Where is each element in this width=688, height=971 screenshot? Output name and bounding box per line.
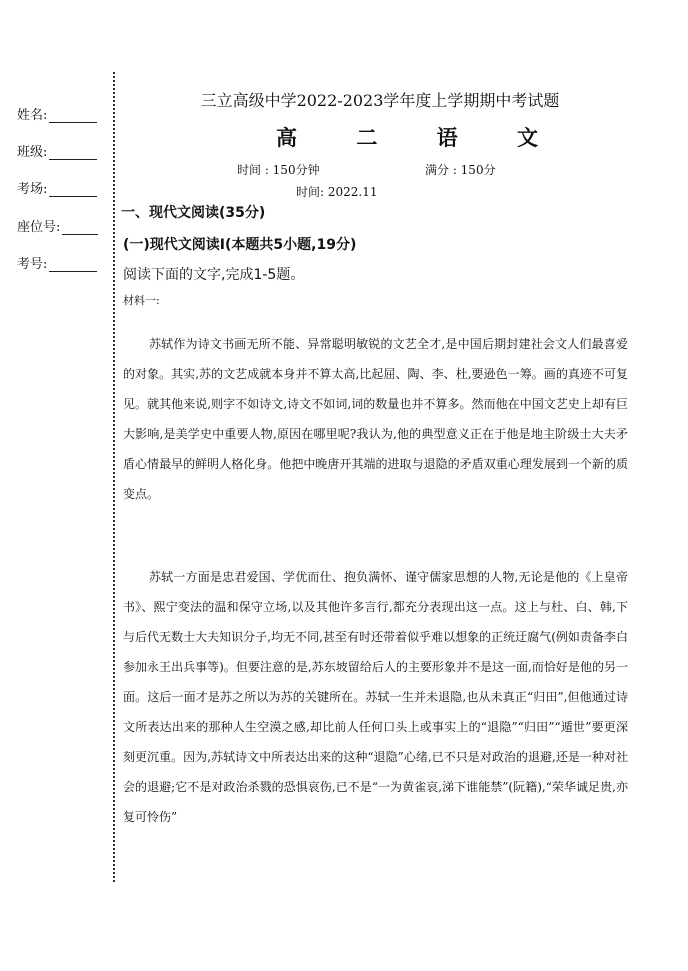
school-title: 三立高级中学2022-2023学年度上学期期中考试题 <box>200 91 560 110</box>
exam-date: 时间: 2022.11 <box>296 185 378 199</box>
subject-title: 高 二 语 文 <box>276 125 564 150</box>
material-label: 材料一: <box>123 294 160 307</box>
name-field[interactable] <box>17 104 97 123</box>
name-label: 姓名: <box>17 108 48 123</box>
section-heading: 一、现代文阅读(35分) <box>121 205 266 221</box>
time-limit: 时间 : 150分钟 <box>237 163 320 177</box>
exam-number-label: 考号: <box>17 257 48 272</box>
name-underline[interactable] <box>49 110 97 123</box>
paragraph-1: 苏轼作为诗文书画无所不能、异常聪明敏锐的文艺全才,是中国后期封建社会文人们最喜爱的对象。其实,苏的文艺成就本身并不算太高,比起屈、陶、李、杜,要逊色一筹。画的真迹不可复见。就其他来说,则字不如诗文,诗文不如词,词的数量也并不算多。然而他在中国文艺史上却有巨大影响,是美学史中重要人物,原因在哪里呢?我认为,他的典型意义正在于他是地主阶级士大夫矛盾心情最早的鲜明人格化身。他把中晚唐开其端的进取与退隐的矛盾双重心理发展到一个新的质变点。 <box>123 337 628 501</box>
exam-number-underline[interactable] <box>49 259 97 272</box>
class-label: 班级: <box>17 145 48 160</box>
subsection-heading: (一)现代文阅读Ⅰ(本题共5小题,19分) <box>123 237 357 253</box>
instruction-text: 阅读下面的文字,完成1-5题。 <box>123 267 305 283</box>
binding-line <box>113 72 115 882</box>
exam-number-field[interactable] <box>17 253 97 272</box>
exam-room-underline[interactable] <box>49 184 97 197</box>
paragraph-2: 苏轼一方面是忠君爱国、学优而仕、抱负满怀、谨守儒家思想的人物,无论是他的《上皇帝书》、熙宁变法的温和保守立场,以及其他许多言行,都充分表现出这一点。这上与杜、白、韩,下与后代无数士大夫知识分子,均无不同,甚至有时还带着似乎难以想象的正统迂腐气(例如责备李白参加永王出兵事等)。但要注意的是,苏东坡留给后人的主要形象并不是这一面,而恰好是他的另一面。这后一面才是苏之所以为苏的关键所在。苏轼一生并未退隐,也从未真正“归田”,但他通过诗文所表达出来的那种人生空漠之感,却比前人任何口头上或事实上的“退隐”“归田”“遁世”要更深刻更沉重。因为,苏轼诗文中所表达出来的这种“退隐”心绪,已不只是对政治的退避,还是一种对社会的退避;它不是对政治杀戮的恐惧哀伤,已不是“一为黄雀哀,涕下谁能禁”(阮籍),“荣华诚足贵,亦复可怜伤” <box>123 570 628 824</box>
class-field[interactable] <box>17 141 97 160</box>
seat-field[interactable] <box>17 216 98 235</box>
exam-room-field[interactable] <box>17 178 97 197</box>
full-score: 满分 : 150分 <box>425 163 496 177</box>
seat-label: 座位号: <box>17 220 61 235</box>
exam-room-label: 考场: <box>17 182 48 197</box>
class-underline[interactable] <box>49 147 97 160</box>
seat-underline[interactable] <box>62 222 98 235</box>
